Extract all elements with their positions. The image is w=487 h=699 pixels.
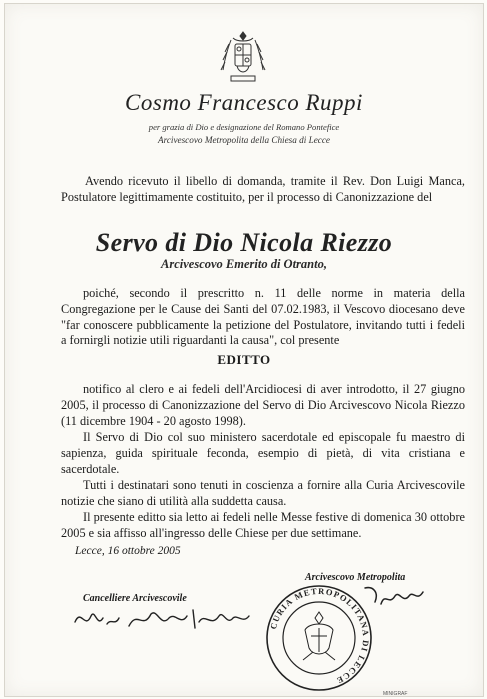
poiche-paragraph: poiché, secondo il prescritto n. 11 delle norme in materia della Congregazione per le Cause dei Santi del 07.02.1983, il Vescovo diocesano deve "far conoscere pubblicamente la petizione del Postulatore, invitando tutti i fedeli a fornirgli notizie utili riguardanti la causa", col presente <box>61 286 465 348</box>
subject-subtitle: Arcivescovo Emerito di Otranto, <box>161 257 327 271</box>
document-date: Lecce, 16 ottobre 2005 <box>75 545 181 557</box>
coat-of-arms-icon <box>217 30 269 86</box>
notifico-paragraph: notifico al clero e ai fedeli dell'Arcidiocesi di aver introdotto, il 27 giugno 2005, il processo di Canonizzazione del Servo di Dio Arcivescovo Nicola Riezzo (11 dicembre 1904 - 20 agosto 1998). <box>61 382 465 428</box>
editto-heading: EDITTO <box>217 352 271 367</box>
seal-text: CURIA METROPOLITANA DI LECCE <box>267 585 372 687</box>
cancelliere-label: Cancelliere Arcivescovile <box>83 593 187 604</box>
header-line-grazia: per grazia di Dio e designazione del Romano Pontefice <box>148 122 340 132</box>
curia-seal-icon <box>263 582 375 694</box>
header-line-arcivescovo: Arcivescovo Metropolita della Chiesa di Lecce <box>157 135 331 145</box>
document-page <box>4 3 484 697</box>
printer-mark: MINIGRAF <box>383 691 408 697</box>
subject-title: Servo di Dio Nicola Riezzo <box>95 228 393 257</box>
presente-paragraph: Il presente editto sia letto ai fedeli nelle Messe festive di domenica 30 ottobre 2005 e sia affisso all'ingresso delle Chiese per due settimane. <box>61 510 465 540</box>
archbishop-name: Cosmo Francesco Ruppi <box>125 90 363 115</box>
servo-paragraph: Il Servo di Dio col suo ministero sacerdotale ed episcopale fu maestro di sapienza, guida spirituale feconda, esempio di pietà, di vita cristiana e sacerdotale. <box>61 430 465 476</box>
cancelliere-signature-icon <box>71 600 261 634</box>
arcivescovo-label: Arcivescovo Metropolita <box>305 572 406 583</box>
tutti-paragraph: Tutti i destinatari sono tenuti in coscienza a fornire alla Curia Arcivescovile notizie che siano di utilità alla suddetta causa. <box>61 478 465 508</box>
intro-paragraph: Avendo ricevuto il libello di domanda, tramite il Rev. Don Luigi Manca, Postulatore legittimamente costituito, per il processo di Canonizzazione del <box>61 174 465 204</box>
